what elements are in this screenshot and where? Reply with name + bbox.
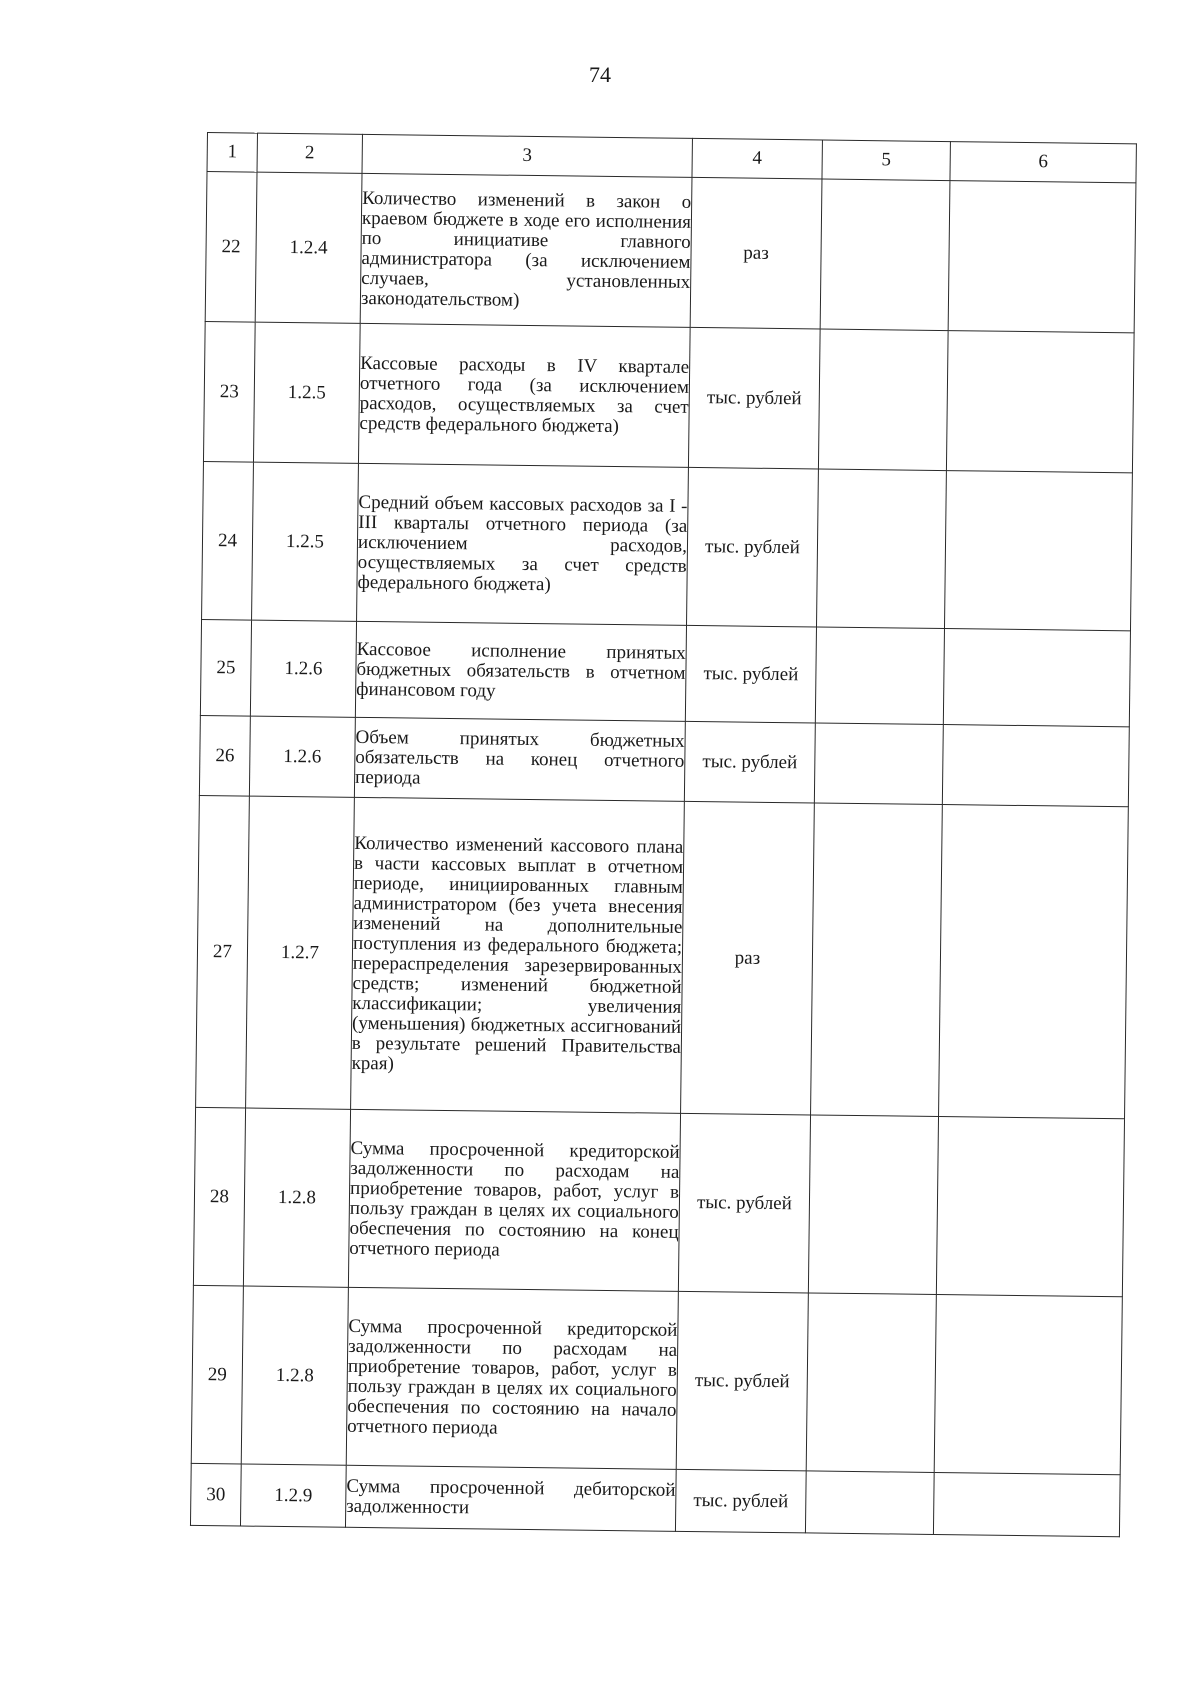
value-cell-5 [808,1115,938,1295]
table-row [200,619,1130,726]
row-number: 27 [196,795,250,1108]
column-header: 5 [822,140,950,181]
table-row [203,321,1134,472]
indicator-description: Объем принятых бюджетных обязательств на конец отчетного периода [354,717,685,801]
indicator-code: 1.2.6 [250,620,356,717]
column-header: 4 [692,138,822,179]
indicator-code: 1.2.8 [243,1108,350,1287]
table-row [199,715,1129,806]
indicator-description: Кассовое исполнение принятых бюджетных обязательств в отчетном финансовом году [355,621,686,721]
unit-of-measure: тыс. рублей [687,467,819,627]
row-number: 22 [205,172,257,323]
column-header: 3 [362,134,692,177]
unit-of-measure: тыс. рублей [676,1291,808,1471]
row-number: 25 [200,619,251,716]
unit-of-measure: тыс. рублей [684,721,815,803]
value-cell-6 [934,1294,1122,1474]
unit-of-measure: тыс. рублей [688,327,820,469]
indicators-table [190,132,1137,1537]
value-cell-5 [811,803,943,1117]
value-cell-5 [814,723,943,805]
table-row [205,172,1136,333]
indicator-code: 1.2.7 [246,796,355,1109]
indicator-description: Средний объем кассовых расходов за I - III кварталы отчетного периода (за исключением расходов, осуществляемых за счет средств федерального бюджета) [357,463,689,625]
indicator-code: 1.2.5 [253,322,360,463]
table-row [196,795,1129,1118]
table-row [202,461,1133,630]
unit-of-measure: раз [690,177,822,329]
indicator-code: 1.2.4 [255,172,362,323]
unit-of-measure: тыс. рублей [675,1469,806,1533]
value-cell-6 [943,629,1130,727]
column-header: 1 [207,133,257,173]
indicator-description: Количество изменений в закон о краевом бюджете в ходе его исполнения по инициативе главного администратора (за исключением случаев, установленных законодательством) [360,173,692,327]
indicator-description: Сумма просроченной дебиторской задолженности [345,1465,676,1531]
value-cell-6 [936,1117,1124,1297]
value-cell-6 [946,331,1134,473]
page-number: 74 [589,62,611,87]
table-row [191,1285,1122,1474]
unit-of-measure: тыс. рублей [678,1113,810,1293]
indicator-code: 1.2.5 [252,462,359,621]
value-cell-5 [806,1293,936,1473]
indicator-code: 1.2.9 [240,1464,346,1527]
row-number: 28 [193,1107,245,1286]
row-number: 24 [202,461,254,620]
value-cell-5 [818,329,948,471]
table-row [193,1107,1124,1296]
row-number: 26 [199,715,250,796]
value-cell-6 [948,181,1136,333]
indicator-description: Сумма просроченной кредиторской задолженности по расходам на приобретение товаров, работ, услуг в пользу граждан в целях их социального обеспечения по состоянию на конец отчетного периода [348,1109,680,1291]
unit-of-measure: тыс. рублей [685,625,816,723]
unit-of-measure: раз [681,801,815,1115]
row-number: 29 [191,1285,243,1464]
column-header: 6 [950,142,1136,183]
row-number: 30 [190,1463,241,1526]
value-cell-5 [805,1471,934,1535]
value-cell-6 [944,471,1132,631]
table-row [190,1463,1120,1536]
value-cell-6 [939,805,1129,1119]
value-cell-5 [820,179,950,331]
indicator-description: Сумма просроченной кредиторской задолженности по расходам на приобретение товаров, работ, услуг в пользу граждан в целях их социального обеспечения по состоянию на начало отчетного периода [346,1287,678,1469]
indicator-description: Количество изменений кассового плана в части кассовых выплат в отчетном периоде, инициированных главным администратором (без учета внесения изменений на дополнительные поступления из федерального бюджета; перераспределения зарезервированных средств; изменений бюджетной классификации; увеличения (уменьшения) бюджетных ассигнований в результате решений Правительства края) [351,797,685,1113]
value-cell-5 [815,627,944,725]
indicator-description: Кассовые расходы в IV квартале отчетного года (за исключением расходов, осуществляемых за счет средств федерального бюджета) [358,323,690,467]
value-cell-5 [816,469,946,629]
indicator-code: 1.2.6 [249,716,355,797]
value-cell-6 [942,725,1129,807]
column-header: 2 [257,133,362,173]
indicator-code: 1.2.8 [241,1286,348,1465]
value-cell-6 [933,1472,1120,1536]
row-number: 23 [203,321,255,462]
